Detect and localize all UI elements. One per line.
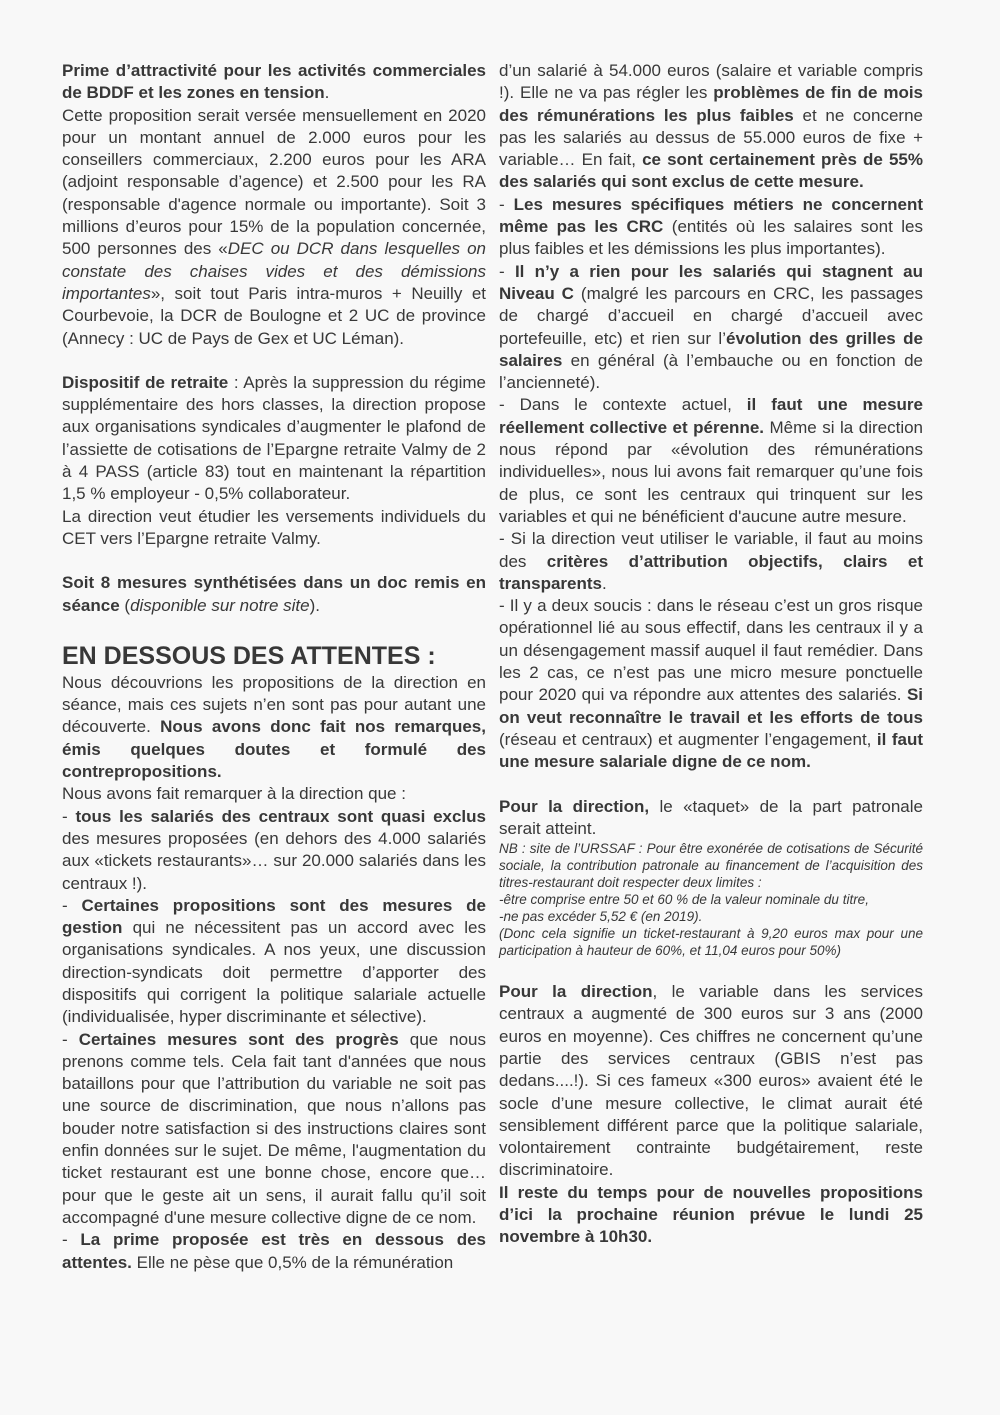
text-segment: Pour la direction, xyxy=(499,796,650,816)
paragraph xyxy=(62,105,486,350)
text-segment: disponible sur notre site xyxy=(130,595,310,615)
paragraph xyxy=(499,595,923,773)
text-segment: problèmes de fin de mois des rémunérations les plus faibles xyxy=(499,83,924,125)
text-segment: - Dans le contexte actuel, xyxy=(499,395,747,415)
text-segment: -être comprise entre 50 et 60 % de la valeur nominale du titre, xyxy=(499,892,869,908)
footnote-line xyxy=(499,908,923,925)
paragraph-gap xyxy=(62,617,486,639)
text-segment: qui ne nécessitent pas un accord avec les organisations syndicales. A nos yeux, une discussion direction-syndicats doit permettre d’apporter des dispositifs qui corrigent la politique salariale actuelle (individualisée, hyper discriminante et sélective). xyxy=(62,918,486,1027)
paragraph xyxy=(499,261,923,395)
paragraph xyxy=(62,1229,486,1274)
paragraph-gap xyxy=(499,959,923,981)
text-segment: Certaines propositions sont des mesures de gestion xyxy=(62,895,487,938)
text-segment: Nous avons fait remarquer à la direction que : xyxy=(62,784,406,804)
text-segment: Nous découvrions les propositions de la direction en séance, mais ces sujets n’en sont pas pour autant une découverte. xyxy=(62,672,486,737)
left-column xyxy=(62,60,486,1274)
text-segment: Si on veut reconnaître le travail et les efforts de tous xyxy=(499,685,923,727)
text-segment: -ne pas excéder 5,52 € (en 2019). xyxy=(499,909,703,925)
text-segment: - xyxy=(62,1029,79,1049)
paragraph xyxy=(62,783,486,805)
text-segment: Soit 8 mesures synthétisées dans un doc remis en séance xyxy=(62,573,486,615)
text-segment: Certaines mesures sont des progrès xyxy=(78,1029,399,1049)
paragraph xyxy=(499,60,923,194)
text-segment: évolution des grilles de salaires xyxy=(499,328,924,370)
text-segment: ). xyxy=(309,595,320,615)
text-segment: Il reste du temps pour de nouvelles propositions d’ici la prochaine réunion prévue le lundi 25 novembre à 10h30. xyxy=(499,1182,923,1247)
text-segment: , le variable dans les services centraux a augmenté de 300 euros sur 3 ans (2000 euros en moyenne). Ces chiffres ne concernent qu’une partie des services centraux (GBIS n’est pas dedans....!). Si ces fameux «300 euros» avaient été le socle d’une mesure collective, le climat aurait été sensiblement différent parce que la politique salariale, volontairement contrainte budgétairement, reste discriminatoire. xyxy=(499,982,923,1180)
text-segment: . xyxy=(601,573,607,593)
paragraph xyxy=(62,895,486,1029)
paragraph xyxy=(62,60,486,105)
text-segment: - xyxy=(62,1230,81,1250)
paragraph-gap xyxy=(499,774,923,796)
text-segment: (malgré les parcours en CRC, les passages de chargé d’accueil en chargé d’accueil avec portefeuille, etc) et rien sur l’ xyxy=(499,283,923,348)
text-segment: - xyxy=(499,261,515,281)
paragraph xyxy=(499,1182,923,1249)
text-segment: et ne concerne pas les salariés au dessus de 55.000 euros de fixe + variable… En fait, xyxy=(499,105,923,170)
footnote-line xyxy=(499,891,923,908)
text-segment: Les mesures spécifiques métiers ne concernent même pas les CRC xyxy=(499,194,924,237)
text-segment: Il n’y a rien pour les salariés qui stagnent au Niveau C xyxy=(499,261,923,303)
text-segment: : Après la suppression du régime supplémentaire des hors classes, la direction propose aux organisations syndicales d’augmenter le plafond de l’assiette de cotisations de l’Epargne retraite Valmy de 2 à 4 PASS (article 83) tout en maintenant la répartition 1,5 % employeur - 0,5% collaborateur. xyxy=(62,372,486,504)
text-segment: (réseau et centraux) et augmenter l’engagement, xyxy=(499,729,877,749)
text-segment: (Donc cela signifie un ticket-restaurant à 9,20 euros max pour une participation à hauteur de 60%, et 11,04 euros pour 50%) xyxy=(499,926,923,959)
text-segment: Elle ne pèse que 0,5% de la rémunération xyxy=(131,1252,454,1272)
text-segment: Cette proposition serait versée mensuellement en 2020 pour un montant annuel de 2.000 euros pour les conseillers commerciaux, 2.200 euros pour les ARA (adjoint responsable d’agence) et 2.500 pour les RA (responsable d'agence normale ou importante). Soit 3 millions d’euros pour 15% de la population concernée, 500 personnes des « xyxy=(62,105,486,259)
text-segment: le «taquet» de la part patronale serait atteint. xyxy=(499,796,923,838)
paragraph xyxy=(62,506,486,551)
text-segment: il faut une mesure réellement collective et pérenne. xyxy=(499,395,923,437)
footnote-line xyxy=(499,925,923,959)
text-segment: il faut une mesure salariale digne de ce nom. xyxy=(499,729,923,772)
text-segment: tous les salariés des centraux sont quasi exclus xyxy=(75,806,486,826)
text-segment: (entités où les salaires sont les plus faibles et les démissions les plus importantes). xyxy=(499,217,923,259)
text-segment: La direction veut étudier les versements individuels du CET vers l’Epargne retraite Valmy. xyxy=(62,506,486,548)
text-segment: Pour la direction xyxy=(499,982,653,1002)
text-segment: DEC ou DCR dans lesquelles on constate des chaises vides et des démissions importantes xyxy=(62,239,487,303)
text-segment: EN DESSOUS DES ATTENTES : xyxy=(62,641,436,670)
text-segment: en général (à l’embauche ou en fonction de l’ancienneté). xyxy=(499,350,923,393)
paragraph xyxy=(62,806,486,895)
text-segment: ce sont certainement près de 55% des salariés qui sont exclus de cette mesure. xyxy=(499,150,923,192)
paragraph xyxy=(62,372,486,506)
paragraph xyxy=(499,394,923,528)
paragraph-gap xyxy=(62,350,486,372)
footnote-line xyxy=(499,840,923,891)
text-segment: La prime proposée est très en dessous des attentes. xyxy=(62,1230,486,1272)
text-segment: Prime d’attractivité pour les activités commerciales de BDDF et les zones en tension xyxy=(62,61,486,103)
text-segment: - Si la direction veut utiliser le variable, il faut au moins des xyxy=(499,529,923,571)
paragraph-gap xyxy=(62,550,486,572)
text-segment: - xyxy=(499,194,514,214)
section-heading xyxy=(62,639,486,672)
paragraph xyxy=(499,796,923,841)
text-segment: - Il y a deux soucis : dans le réseau c’est un gros risque opérationnel lié au sous effectif, dans les centraux il y a un désengagement massif auquel il faut remédier. Dans les 2 cas, ce n’est pas une micro mesure ponctuelle pour 2020 qui va répondre aux attentes des salariés. xyxy=(499,596,923,705)
paragraph xyxy=(499,528,923,595)
text-segment: Dispositif de retraite xyxy=(62,372,229,392)
text-segment: », soit tout Paris intra-muros + Neuilly et Courbevoie, la DCR de Boulogne et 2 UC de province (Annecy : UC de Pays de Gex et UC Léman). xyxy=(62,283,486,348)
paragraph xyxy=(62,672,486,783)
text-segment: des mesures proposées (en dehors des 4.000 salariés aux «tickets restaurants»… sur 20.000 salariés dans les centraux !). xyxy=(62,828,486,893)
text-segment: Même si la direction nous répond par «évolution des rémunérations individuelles», nous lui avons fait remarquer qu’une fois de plus, ce sont les centraux qui trinquent sur les variables et qui ne bénéficient d'aucune autre mesure. xyxy=(499,417,924,526)
text-segment: Nous avons donc fait nos remarques, émis quelques doutes et formulé des contrepropositions. xyxy=(62,717,486,782)
text-segment: critères d’attribution objectifs, clairs et transparents xyxy=(499,551,923,593)
paragraph xyxy=(499,981,923,1182)
paragraph xyxy=(499,194,923,261)
text-segment: - xyxy=(62,806,76,826)
text-segment: que nous prenons comme tels. Cela fait tant d'années que nous bataillons pour que l’attribution du variable ne soit pas une source de discrimination, que nous n’allons pas bouder notre satisfaction si des instructions claires sont enfin données sur le sujet. De même, l'augmentation du ticket restaurant est une bonne chose, encore que… pour que le geste ait un sens, il aurait fallu qu’il soit accompagné d'une mesure collective digne de ce nom. xyxy=(62,1029,487,1227)
text-segment: . xyxy=(324,83,330,103)
text-segment: d’un salarié à 54.000 euros (salaire et variable compris !). Elle ne va pas régler les xyxy=(499,61,923,103)
paragraph xyxy=(62,1029,486,1230)
paragraph xyxy=(62,572,486,617)
text-segment: - xyxy=(62,895,82,915)
right-column xyxy=(499,60,923,1249)
text-segment: NB : site de l’URSSAF : Pour être exonérée de cotisations de Sécurité sociale, la contribution patronale au financement de l’acquisition des titres-restaurant doit respecter deux limites : xyxy=(499,841,923,891)
text-segment: ( xyxy=(119,595,131,615)
